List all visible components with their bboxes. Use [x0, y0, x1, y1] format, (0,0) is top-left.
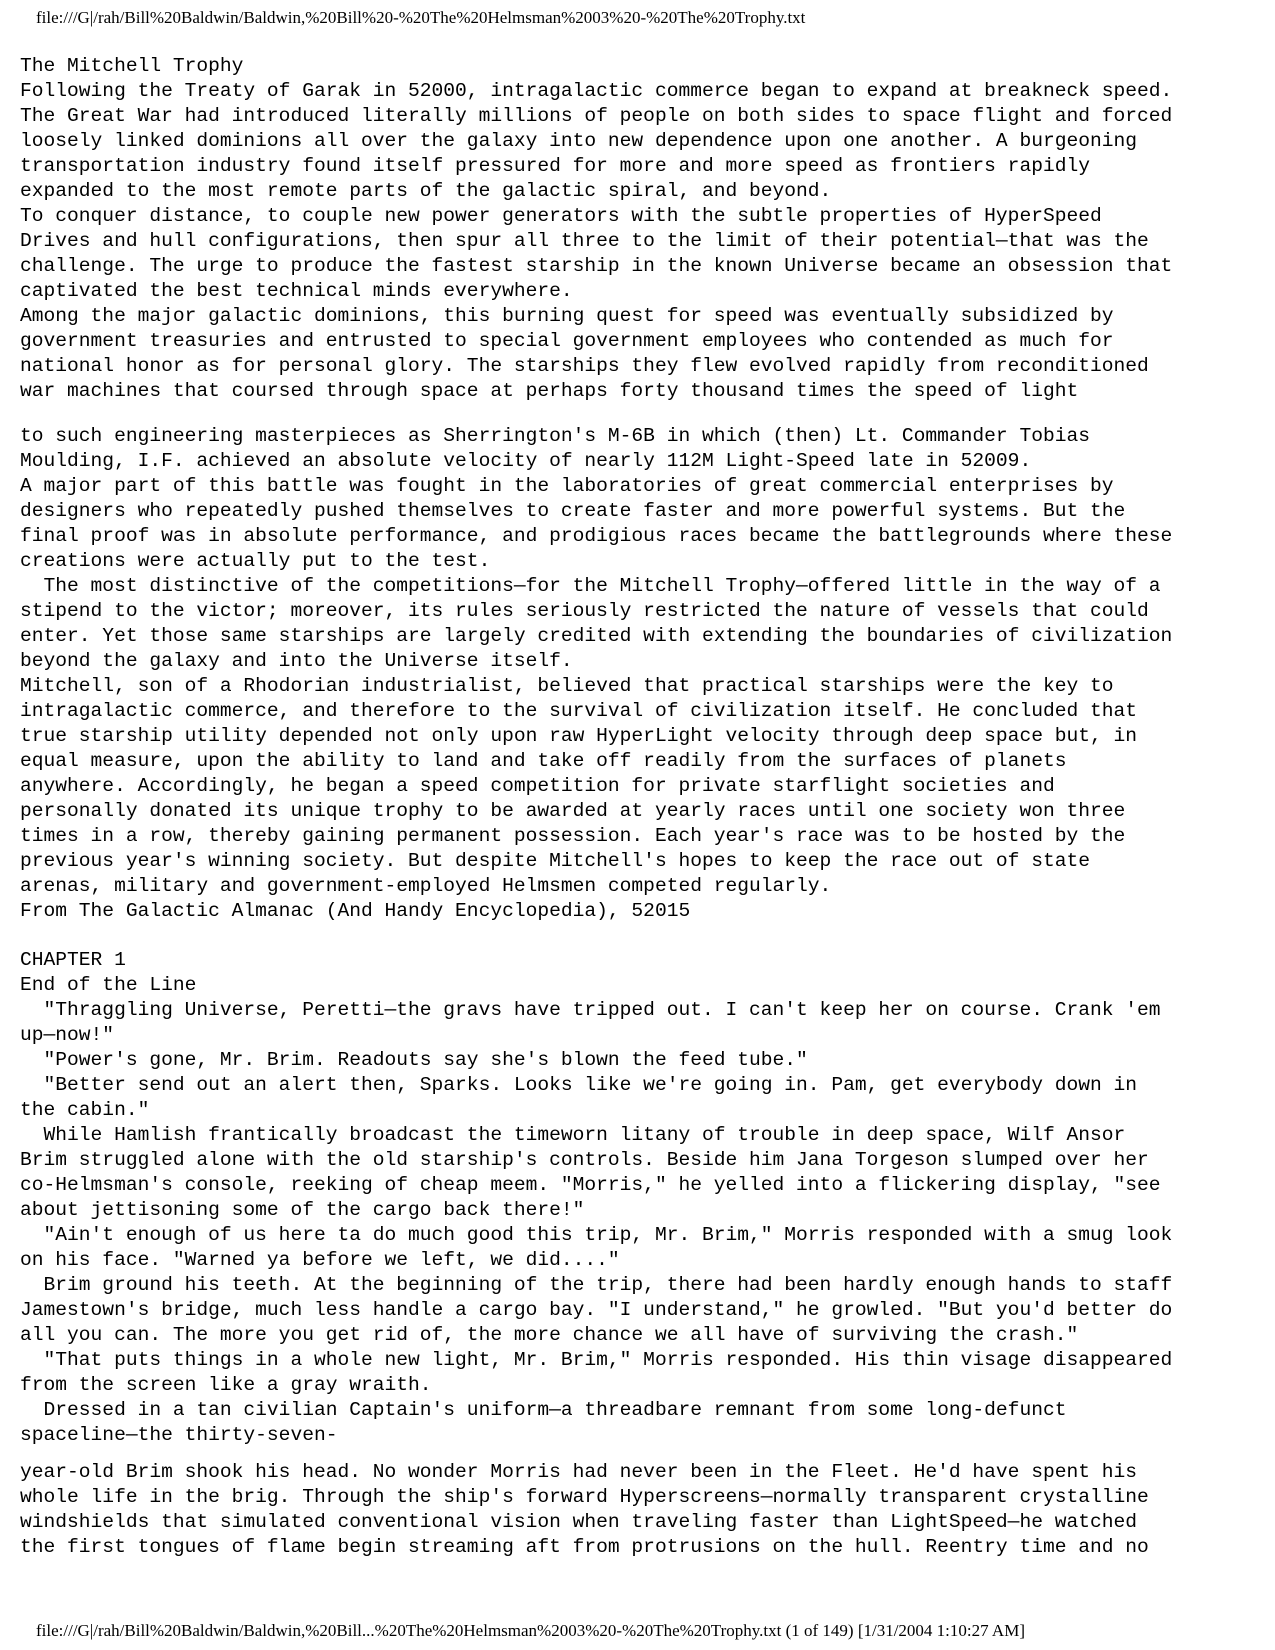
text-block-prologue-part-2: to such engineering masterpieces as Sherrington's M-6B in which (then) Lt. Commander Tobias Moulding, I.F. achieved an absolute velocity of nearly 112M Light-Speed late in 52009. A major part of this battle was fought in the laboratories of great commercial enterprises by designers who repeatedly pushed themselves to create faster and more powerful systems. But the final proof was in absolute performance, and prodigious races became the battlegrounds where these creations were actually put to the test. The most distinctive of the competitions—for the Mitchell Trophy—offered little in the way of a stipend to the victor; moreover, its rules seriously restricted the nature of vessels that could enter. Yet those same starships are largely credited with extending the boundaries of civilization beyond the galaxy and into the Universe itself. Mitchell, son of a Rhodorian industrialist, believed that practical starships were the key to intragalactic commerce, and therefore to the survival of civilization itself. He concluded that true starship utility depended not only upon raw HyperLight velocity through deep space but, in equal measure, upon the ability to land and take off readily from the surfaces of planets anywhere. Accordingly, he began a speed competition for private starflight societies and personally donated its unique trophy to be awarded at yearly races until one society won three times in a row, thereby gaining permanent possession. Each year's race was to be hosted by the previous year's winning society. But despite Mitchell's hopes to keep the race out of state arenas, military and government-employed Helmsmen competed regularly. From The Galactic Almanac (And Handy Encyclopedia), 52015	[20, 425, 1173, 922]
page-footer-file-info: file:///G|/rah/Bill%20Baldwin/Baldwin,%20Bill...%20The%20Helmsman%2003%20-%20The%20Trophy.txt (1 of 149) [1/31/2004 1:10:27 AM]	[36, 1621, 1025, 1640]
text-block-prologue-part-1: The Mitchell Trophy Following the Treaty of Garak in 52000, intragalactic commerce began to expand at breakneck speed. The Great War had introduced literally millions of people on both sides to space flight and forced loosely linked dominions all over the galaxy into new dependence upon one another. A burgeoning transportation industry found itself pressured for more and more speed as frontiers rapidly expanded to the most remote parts of the galactic spiral, and beyond. To conquer distance, to couple new power generators with the subtle properties of HyperSpeed Drives and hull configurations, then spur all three to the limit of their potential—that was the challenge. The urge to produce the fastest starship in the known Universe became an obsession that captivated the best technical minds everywhere. Among the major galactic dominions, this burning quest for speed was eventually subsidized by government treasuries and entrusted to special government employees who contended as much for national honor as for personal glory. The starships they flew evolved rapidly from reconditioned war machines that coursed through space at perhaps forty thousand times the speed of light	[20, 55, 1173, 402]
text-block-chapter-1: CHAPTER 1 End of the Line "Thraggling Universe, Peretti—the gravs have tripped out. I can't keep her on course. Crank 'em up—now!" "Power's gone, Mr. Brim. Readouts say she's blown the feed tube." "Better send out an alert then, Sparks. Looks like we're going in. Pam, get everybody down in the cabin." While Hamlish frantically broadcast the timeworn litany of trouble in deep space, Wilf Ansor Brim struggled alone with the old starship's controls. Beside him Jana Torgeson slumped over her co-Helmsman's console, reeking of cheap meem. "Morris," he yelled into a flickering display, "see about jettisoning some of the cargo back there!" "Ain't enough of us here ta do much good this trip, Mr. Brim," Morris responded with a smug look on his face. "Warned ya before we left, we did...." Brim ground his teeth. At the beginning of the trip, there had been hardly enough hands to staff Jamestown's bridge, much less handle a cargo bay. "I understand," he growled. "But you'd better do all you can. The more you get rid of, the more chance we all have of surviving the crash." "That puts things in a whole new light, Mr. Brim," Morris responded. His thin visage disappeared from the screen like a gray wraith. Dressed in a tan civilian Captain's uniform—a threadbare remnant from some long-defunct spaceline—the thirty-seven-	[20, 949, 1173, 1446]
page-header-file-path: file:///G|/rah/Bill%20Baldwin/Baldwin,%20Bill%20-%20The%20Helmsman%2003%20-%20The%20Trophy.txt	[36, 8, 806, 27]
text-block-chapter-1-continued: year-old Brim shook his head. No wonder Morris had never been in the Fleet. He'd have spent his whole life in the brig. Through the ship's forward Hyperscreens—normally transparent crystalline windshields that simulated conventional vision when traveling faster than LightSpeed—he watched the first tongues of flame begin streaming aft from protrusions on the hull. Reentry time and no	[20, 1461, 1149, 1558]
